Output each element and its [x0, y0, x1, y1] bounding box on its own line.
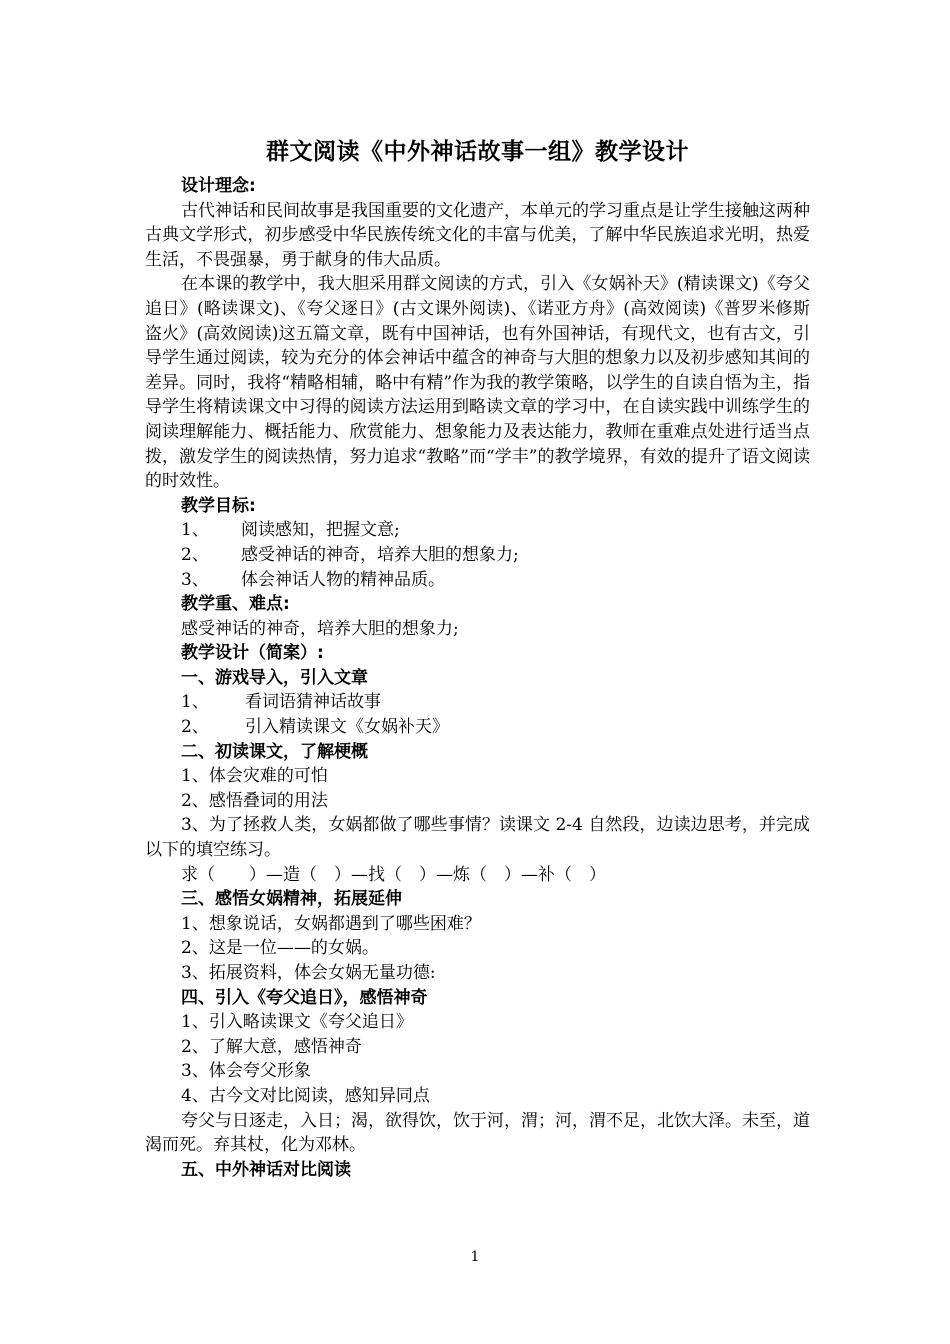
goals-heading: 教学目标:: [181, 495, 256, 516]
goal-text: 体会神话人物的精神品质。: [241, 569, 445, 590]
concept-paragraph-2: 在本课的教学中，我大胆采用群文阅读的方式，引入《女娲补天》(精读课文)《夸父追日》(略读课文)、《夸父逐日》(古文课外阅读)、《诺亚方舟》(高效阅读)《普罗米修斯盗火》(高效阅读)这五篇文章，既有中国神话，也有外国神话，有现代文，也有古文，引导学生通过阅读，较为充分的体会神话中蕴含的神奇与大胆的想象力以及初步感知其间的差异。同时，我将“精略相辅，略中有精”作为我的教学策略，以学生的自读自悟为主，指导学生将精读课文中习得的阅读方法运用到略读文章的学习中，在自读实践中训练学生的阅读理解能力、概括能力、欣赏能力、想象能力及表达能力，教师在重难点处进行适当点拨，激发学生的阅读热情，努力追求“教略”而“学丰”的教学境界，有效的提升了语文阅读的时效性。: [145, 274, 810, 492]
design-heading: 教学设计（简案）:: [181, 643, 324, 664]
goal-item: [145, 543, 810, 568]
part3-line-1: 1、想象说话，女娲都遇到了哪些困难？: [181, 913, 481, 934]
concept-paragraph-1: 古代神话和民间故事是我国重要的文化遗产，本单元的学习重点是让学生接触这两种古典文学形式，初步感受中华民族传统文化的丰富与优美，了解中华民族追求光明，热爱生活，不畏强暴，勇于献身的伟大品质。: [145, 200, 810, 270]
goal-item: [145, 518, 810, 543]
part4-line-4: 4、古今文对比阅读，感知异同点: [181, 1085, 430, 1106]
part3-line-3: 3、拓展资料，体会女娲无量功德:: [181, 963, 436, 983]
goal-text: 阅读感知，把握文意;: [241, 520, 400, 541]
goal-number: 3、: [181, 569, 209, 590]
goal-item: [145, 568, 810, 593]
part4-heading: 四、引入《夸父追日》，感悟神奇: [181, 987, 428, 1008]
part4-line-3: 3、体会夸父形象: [181, 1061, 311, 1082]
concept-heading: 设计理念:: [181, 176, 256, 196]
key-points-heading: 教学重、难点:: [181, 594, 290, 615]
document-page: [145, 136, 810, 1182]
part1-item-text: 看词语猜神话故事: [245, 692, 381, 713]
part2-fill-blank: 求（ ）—造（ ）—找（ ）—炼（ ）—补（ ）: [181, 864, 606, 885]
part3-line-2: 2、这是一位——的女娲。: [181, 938, 379, 959]
part2-line-1: 1、体会灾难的可怕: [181, 766, 328, 787]
key-points-text: 感受神话的神奇，培养大胆的想象力;: [181, 618, 459, 639]
part1-item-number: 2、: [181, 717, 209, 738]
part1-item-number: 1、: [181, 692, 209, 713]
part3-heading: 三、感悟女娲精神，拓展延伸: [181, 889, 402, 910]
part1-item-text: 引入精读课文《女娲补天》: [245, 717, 449, 738]
part2-line-2: 2、感悟叠词的用法: [181, 790, 328, 811]
page-number: 1: [470, 1249, 480, 1265]
part4-line-2: 2、了解大意，感悟神奇: [181, 1036, 362, 1057]
part1-item: [145, 715, 810, 740]
goal-number: 1、: [181, 520, 209, 541]
part5-heading: 五、中外神话对比阅读: [181, 1159, 351, 1180]
part2-line-3: 3、为了拯救人类，女娲都做了哪些事情？读课文 2-4 自然段，边读边思考，并完成以下的填空练习。: [145, 815, 810, 861]
part2-heading: 二、初读课文，了解梗概: [181, 741, 368, 762]
part4-line-1: 1、引入略读课文《夸父追日》: [181, 1012, 413, 1033]
goal-number: 2、: [181, 544, 209, 565]
part4-classic-text: 夸父与日逐走，入日；渴，欲得饮，饮于河，渭；河，渭不足，北饮大泽。未至，道渴而死。弃其杖，化为邓林。: [145, 1110, 810, 1156]
goal-text: 感受神话的神奇，培养大胆的想象力;: [241, 544, 519, 565]
document-title: 群文阅读《中外神话故事一组》教学设计: [266, 139, 689, 165]
part1-item: [145, 690, 810, 715]
part1-heading: 一、游戏导入，引入文章: [181, 667, 368, 688]
